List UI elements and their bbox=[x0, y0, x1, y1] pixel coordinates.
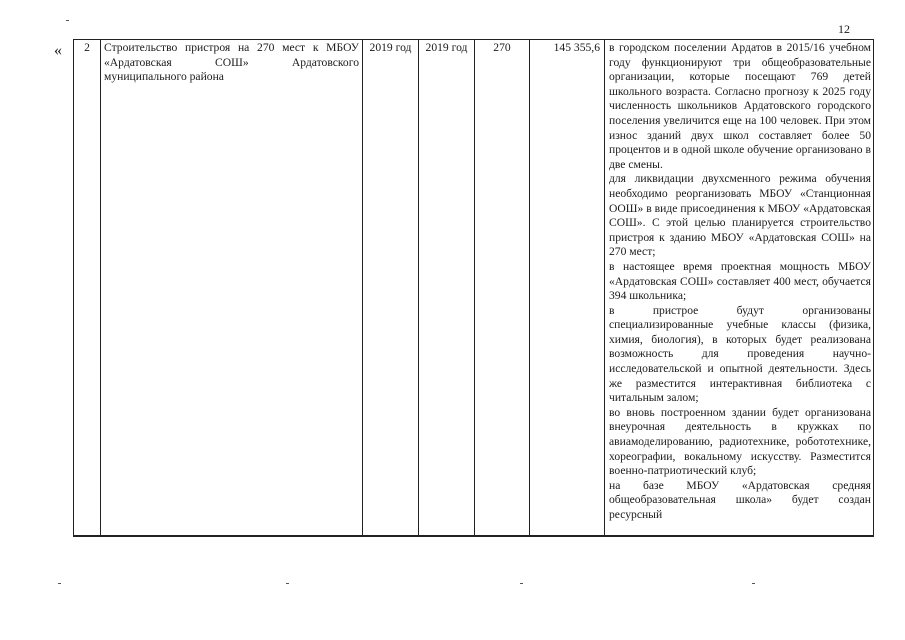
scan-speck bbox=[66, 20, 69, 21]
object-name-cell: Строительство пристроя на 270 мест к МБОУ «Ардатовская СОШ» Ардатовского муниципального района bbox=[101, 40, 363, 537]
description-paragraph: для ликвидации двухсменного режима обучения необходимо реорганизовать МБОУ «Станционная ООШ» в виде присоединения к МБОУ «Ардатовская СОШ». С этой целью планируется строительство пристроя к зданию МБОУ «Ардатовская СОШ» на 270 мест; bbox=[609, 172, 871, 259]
description-paragraph: в пристрое будут организованы специализированные учебные классы (физика, химия, биология), в которых будет реализована возможность для проведения научно-исследовательской и опытной деятельности. Здесь же разместится интерактивная библиотека с читальным залом; bbox=[609, 303, 871, 405]
scan-speck bbox=[520, 583, 523, 584]
end-year-cell: 2019 год bbox=[419, 40, 475, 537]
scan-speck bbox=[752, 583, 755, 584]
scan-speck bbox=[58, 583, 61, 584]
page-number: 12 bbox=[838, 22, 850, 36]
scan-speck bbox=[286, 583, 289, 584]
description-paragraph: на базе МБОУ «Ардатовская средняя общеобразовательная школа» будет создан ресурсный bbox=[609, 478, 871, 521]
program-table bbox=[73, 39, 874, 537]
amount-cell: 145 355,6 bbox=[530, 40, 605, 537]
table-row bbox=[74, 40, 874, 537]
opening-quote-mark: « bbox=[54, 42, 62, 59]
start-year-cell: 2019 год bbox=[363, 40, 419, 537]
description-cell bbox=[605, 40, 874, 537]
column-inner-border bbox=[100, 40, 101, 537]
description-paragraph: в настоящее время проектная мощность МБОУ «Ардатовская СОШ» составляет 400 мест, обучается 394 школьника; bbox=[609, 259, 871, 303]
description-paragraph: в городском поселении Ардатов в 2015/16 учебном году функционируют три общеобразовательные организации, которые посещают 769 детей школьного возраста. Согласно прогнозу к 2025 году численность школьников Ардатовского городского поселения увеличится еще на 100 человек. При этом износ зданий двух школ составляет более 50 процентов и в одной школе обучение организовано в две смены. bbox=[609, 41, 871, 171]
capacity-cell: 270 bbox=[475, 40, 530, 537]
description-paragraph: во вновь построенном здании будет организована внеурочная деятельность в кружках по авиамоделированию, радиотехнике, робототехнике, хореографии, вокальному искусству. Разместится военно-патриотический клуб; bbox=[609, 405, 871, 478]
row-number: 2 bbox=[74, 40, 101, 537]
